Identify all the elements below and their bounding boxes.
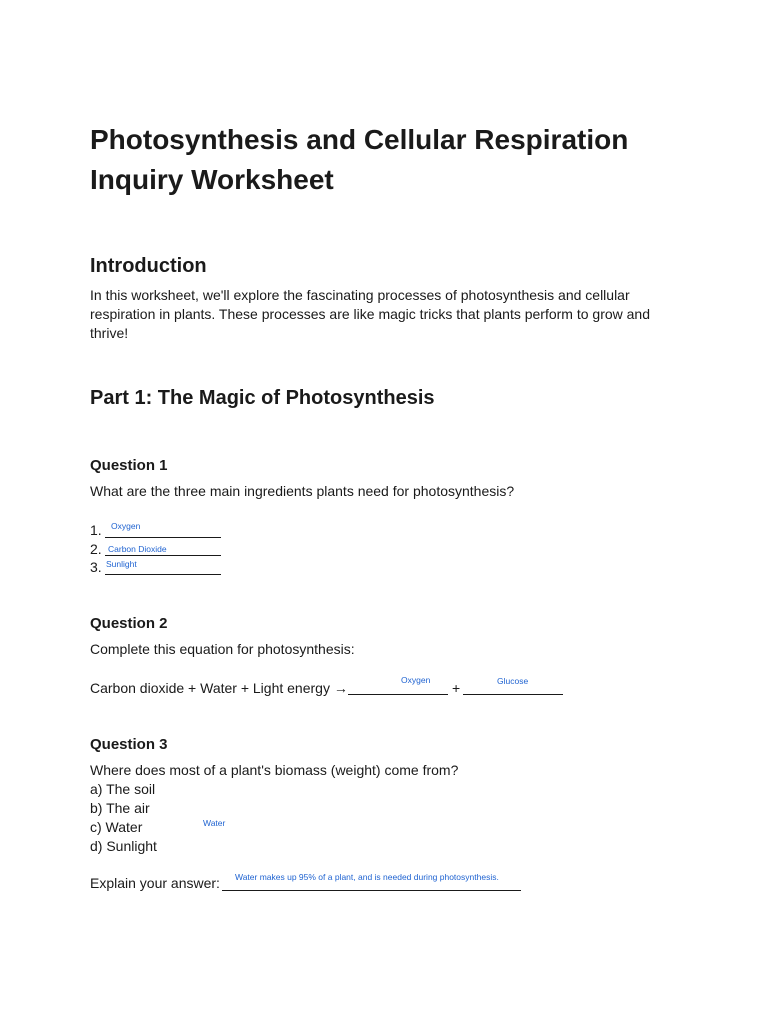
- question-1-item-3-answer: Sunlight: [106, 559, 137, 569]
- question-1-item-1-blank[interactable]: [105, 537, 221, 538]
- question-2-heading: Question 2: [90, 615, 168, 632]
- question-3-explain-answer: Water makes up 95% of a plant, and is needed during photosynthesis.: [235, 872, 499, 882]
- question-2-blank-2[interactable]: [463, 694, 563, 695]
- question-1-item-2-answer: Carbon Dioxide: [108, 544, 167, 554]
- question-3-option-a[interactable]: a) The soil: [90, 781, 156, 797]
- question-3-option-d[interactable]: d) Sunlight: [90, 838, 157, 854]
- question-1-item-1-answer: Oxygen: [111, 521, 141, 531]
- question-1-item-3-number: 3.: [90, 559, 102, 575]
- page-title-line-1: Photosynthesis and Cellular Respiration: [90, 124, 629, 155]
- question-1-item-2-blank[interactable]: [105, 555, 221, 556]
- question-2-answer-2: Glucose: [497, 676, 529, 686]
- part1-heading: Part 1: The Magic of Photosynthesis: [90, 387, 435, 409]
- question-3-explain-blank[interactable]: [222, 890, 521, 891]
- question-1-item-2-number: 2.: [90, 541, 102, 557]
- question-2-equation-left: Carbon dioxide + Water + Light energy →: [90, 680, 348, 696]
- question-2-answer-1: Oxygen: [401, 675, 431, 685]
- question-3-selected-answer: Water: [203, 818, 226, 828]
- question-3-option-b[interactable]: b) The air: [90, 800, 150, 816]
- question-3-heading: Question 3: [90, 736, 168, 753]
- question-3-prompt: Where does most of a plant's biomass (weight) come from?: [90, 762, 459, 778]
- introduction-body: In this worksheet, we'll explore the fascinating processes of photosynthesis and cellular respiration in plants. These processes are like magic tricks that plants perform to grow and thrive!: [90, 287, 650, 341]
- question-3-explain-label: Explain your answer:: [90, 875, 220, 891]
- question-1-heading: Question 1: [90, 457, 168, 474]
- page-title-line-2: Inquiry Worksheet: [90, 164, 334, 195]
- question-3-option-c[interactable]: c) Water: [90, 819, 143, 835]
- question-2-blank-1[interactable]: [348, 694, 448, 695]
- question-1-item-3-blank[interactable]: [105, 574, 221, 575]
- question-2-prompt: Complete this equation for photosynthesis:: [90, 641, 355, 657]
- question-1-prompt: What are the three main ingredients plants need for photosynthesis?: [90, 483, 515, 499]
- question-2-plus-sign: +: [452, 680, 461, 696]
- question-1-item-1-number: 1.: [90, 522, 102, 538]
- introduction-heading: Introduction: [90, 255, 207, 277]
